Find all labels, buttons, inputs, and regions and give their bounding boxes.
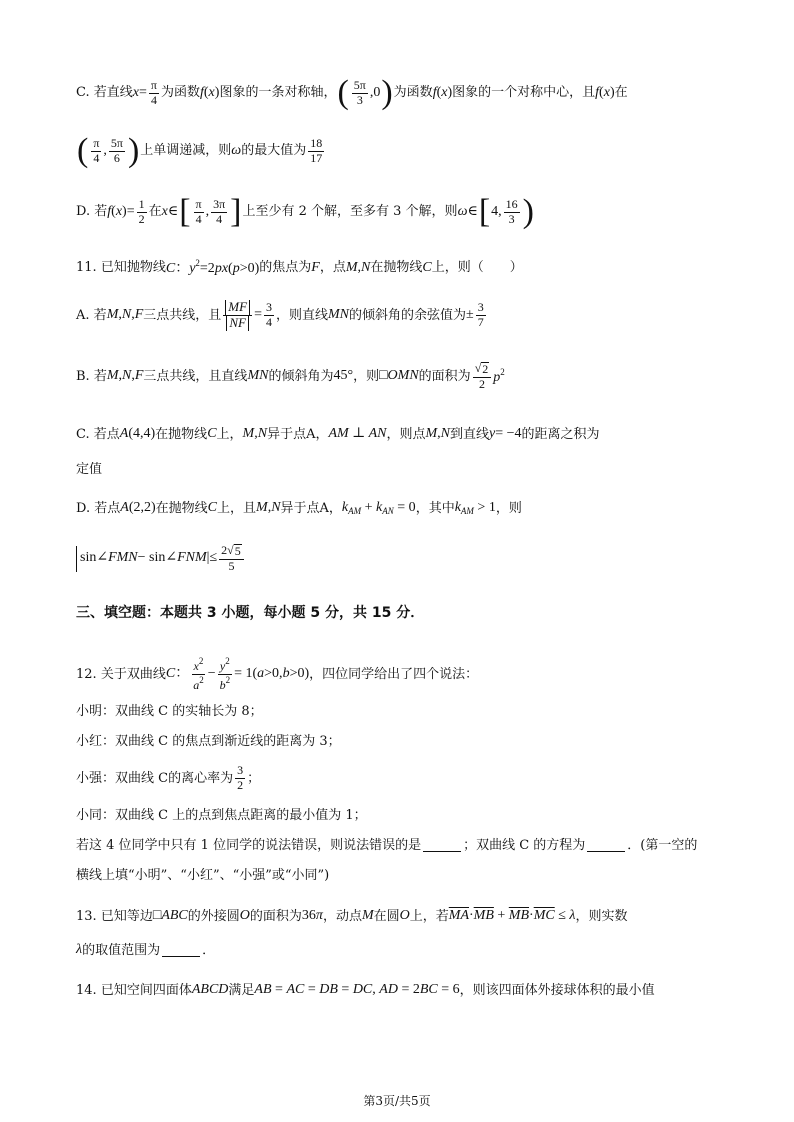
answer-blank-3[interactable]: [162, 944, 200, 957]
question-11-option-d-formula: sin∠ FMN − sin∠ FNM |≤ 2 √ 5 5: [76, 544, 734, 574]
question-12-blank-line: 若这 4 位同学中只有 1 位同学的说法错误，则说法错误的是 ；双曲线 C 的方程为 ．(第一空的: [76, 838, 698, 853]
answer-blank-1[interactable]: [423, 839, 461, 852]
option-c-line2: ( $\frac{\pi}{4}$ , $\frac{5\pi}{6}$ ) 上单调递减，则 ω 的最大值为 $\frac{18}{17}$: [77, 132, 323, 169]
section-heading-fill-blank: 三、填空题：本题共 3 小题，每小题 5 分，共 15 分．: [76, 605, 425, 621]
statement-xiaoqiang: 小强：双曲线 C的离心率为 $\frac{3}{2}$ ；: [76, 763, 261, 792]
page-footer: 第3页/共5页: [363, 1094, 431, 1108]
statement-xiaoming: 小明：双曲线 C 的实轴长为 8；: [76, 704, 263, 719]
pi-over-4: $\frac{\pi}{4}$: [150, 77, 157, 107]
option-c-line1: C. 若直线 x= $\frac{\pi}{4}$ 为函数 f(x) 图象的一条对称轴， ( $\frac{5\pi}{3}$ ,0 ) 为函数 f(x) 图象的一个对称中心，且 f(x) 在: [76, 74, 628, 111]
question-11-option-b: B. 若 M,N,F 三点共线，且直线 MN 的倾斜角为 45° ，则 □ OMN 的面积为 √ 2 2 $p^2$: [76, 361, 505, 391]
question-11-option-a: A. 若 M,N,F 三点共线，且 $\frac{MF}{NF}$ = $\frac{3}{4}$ ，则直线 MN 的倾斜角的余弦值为 ± $\frac{3}{7}$: [76, 299, 484, 330]
question-12: 12. 关于双曲线 C： $\frac{x^2}{a^2}$ − $\frac{y^2}{b^2}$ = 1( a>0,b>0) ，四位同学给出了四个说法：: [76, 656, 479, 692]
option-d: D. 若 f(x)= $\frac{1}{2}$ 在 x∈ [ $\frac{\pi}{4}$ , $\frac{3\pi}{4}$ ] 上至少有 2 个解，至多有 3 个解，则 ω∈ [ 4, $\frac{16}{3}$ ): [76, 193, 534, 230]
answer-blank-2[interactable]: [587, 839, 625, 852]
statement-xiaohong: 小红：双曲线 C 的焦点到渐近线的距离为 3；: [76, 734, 341, 749]
question-13-cont: λ 的取值范围为 ．: [76, 942, 216, 958]
question-12-note: 横线上填“小明”、“小红”、“小强”或“小同”): [76, 868, 330, 883]
question-13: 13. 已知等边 □ ABC 的外接圆 O 的面积为 36π ，动点 M 在圆 O 上，若 $\overline{MA}\cdot\overline{MB} + \overline{MB}\cdot\overline{MC} \le \lambda$ ，则实数: [76, 908, 628, 924]
question-11-option-c-cont: 定值: [76, 462, 103, 477]
question-11-option-c: C. 若点 A(4,4) 在抛物线 C 上， M,N 异于点A， AM ⊥ AN ，则点 M,N 到直线 y= −4 的距离之积为: [76, 426, 600, 442]
question-11-option-d: D. 若点 A(2,2) 在抛物线 C 上，且 M,N 异于点A， $k_{AM} + k_{AN} = 0$ ，其中 $k_{AM} > 1$ ，则: [76, 500, 522, 516]
statement-xiaotong: 小同：双曲线 C 上的点到焦点距离的最小值为 1；: [76, 808, 367, 823]
question-14: 14. 已知空间四面体 ABCD 满足 AB = AC = DB = DC, AD = 2BC = 6 ，则该四面体外接球体积的最小值: [76, 982, 655, 998]
question-11: 11. 已知抛物线 C：$y^2=2px(p>0)$ 的焦点为 F ，点 M,N 在抛物线 C 上，则（ ）: [76, 258, 523, 276]
